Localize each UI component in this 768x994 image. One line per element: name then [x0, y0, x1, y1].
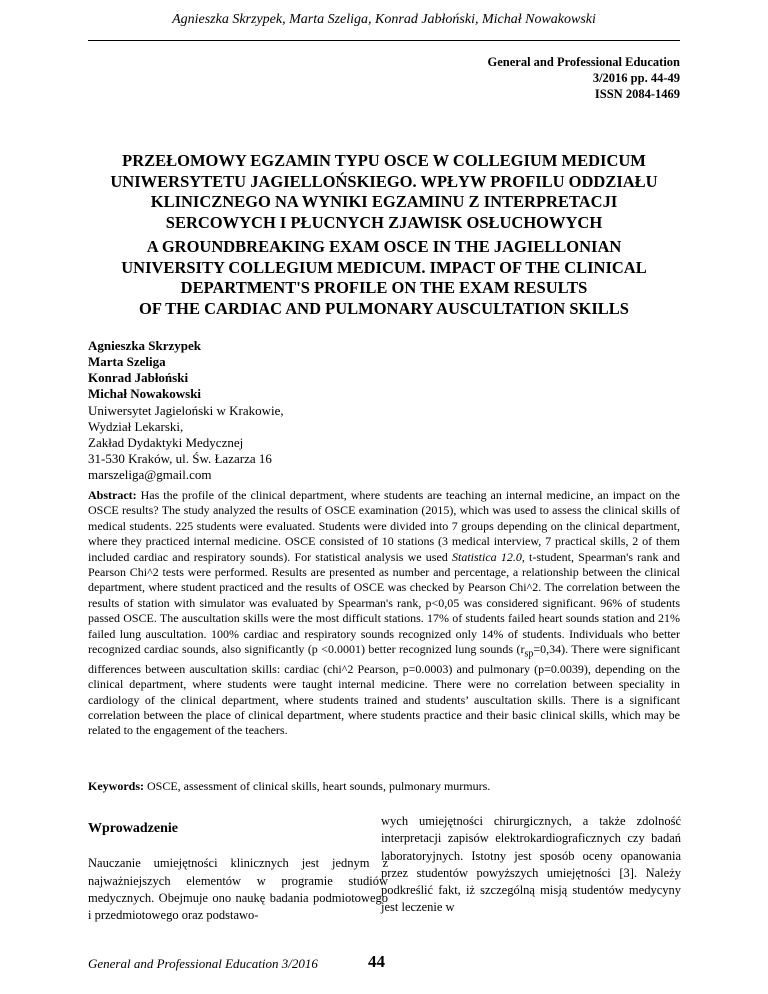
keywords-text: OSCE, assessment of clinical skills, heart sounds, pulmonary murmurs.	[144, 779, 491, 793]
title-pl-line: PRZEŁOMOWY EGZAMIN TYPU OSCE W COLLEGIUM MEDICUM	[122, 151, 646, 170]
title-pl-line: UNIWERSYTETU JAGIELLOŃSKIEGO. WPŁYW PROFILU ODDZIAŁU	[110, 171, 658, 191]
title-en-line: DEPARTMENT'S PROFILE ON THE EXAM RESULTS	[180, 278, 588, 297]
column-right	[381, 813, 681, 917]
intro-paragraph: Nauczanie umiejętności klinicznych jest jednym z najważniejszych elementów w programie studiów medycznych. Obejmuje ono naukę badania podmiotowego i przedmiotowego oraz podstawo-	[88, 856, 388, 923]
header-rule	[88, 40, 680, 41]
abstract-software: Statistica 12.0	[451, 549, 522, 564]
keywords-label: Keywords:	[88, 779, 144, 793]
author: Agnieszka Skrzypek	[88, 338, 202, 353]
abstract-text: , t-student, Spearman's rank and Pearson Chi^2 tests were performed. Results are presented as number and percentage, a relationship between the clinical department, where student practiced and the results of OSCE was checked by Pearson Chi^2. The correlation between the results of station with simulator was evaluated by Spearman's rank, p<0,05 was considered significant. 96% of students passed OSCE. The auscultation skills were the most difficult stations. 17% of students failed heart sounds station and 21% failed lung auscultation. 100% cardiac and respiratory sounds recognized only 14% of students. Individuals who better recognized cardiac sounds, also significantly (p <0.0001) better recognized lung sounds (r	[88, 549, 680, 657]
affiliation	[88, 403, 284, 483]
affiliation-line: Zakład Dydaktyki Medycznej	[88, 435, 244, 450]
page-number: 44	[368, 952, 385, 971]
abstract-text: Has the profile of the clinical department, where students are teaching an internal medicine, an impact on the OSCE results? The study analyzed the results of OSCE examination (2015), which was used to assess the clinical skills of medical students. 225 students were evaluated. Students were divided into 7 groups depending on the clinical department, where they practiced internal medicine. OSCE consisted of 10 stations (3 medical interview, 7 practical skills, 2 of them included cardiac and respiratory sounds). For statistical analysis we used	[88, 488, 680, 564]
title-english	[88, 237, 680, 319]
title-en-line: OF THE CARDIAC AND PULMONARY AUSCULTATION SKILLS	[139, 298, 629, 318]
contact-email: marszeliga@gmail.com	[88, 467, 212, 482]
abstract-subscript: sp	[524, 648, 534, 660]
affiliation-line: Wydział Lekarski,	[88, 419, 184, 434]
affiliation-line: Uniwersytet Jagieloński w Krakowie,	[88, 403, 284, 418]
author: Konrad Jabłoński	[88, 370, 189, 385]
abstract-text: =0,34). There were significant differences between auscultation skills: cardiac (chi^2 Pearson, p=0.0003) and pulmonary (p=0.0039), depending on the clinical department, where students were taught internal medicine. There were no correlation between speciality in cardiology of the clinical department, where students trained and students’ auscultation skills. There is a significant correlation between the place of clinical department, where students practice and their basic clinical skills, which may be related to the engagement of the teachers.	[88, 642, 681, 738]
title-pl-line: KLINICZNEGO NA WYNIKI EGZAMINU Z INTERPRETACJI	[150, 192, 618, 211]
journal-pages: 3/2016 pp. 44-49	[592, 71, 680, 85]
author: Michał Nowakowski	[88, 386, 202, 401]
journal-name: General and Professional Education	[487, 55, 680, 69]
journal-info	[488, 54, 681, 102]
affiliation-line: 31-530 Kraków, ul. Św. Łazarza 16	[88, 451, 272, 466]
abstract-label: Abstract:	[88, 488, 137, 502]
intro-paragraph-continued: wych umiejętności chirurgicznych, a także zdolność interpretacji zapisów elektrokardiograficznych czy badań laboratoryjnych. Istotny jest sposób oceny opanowania przez studentów powyższych umiejętności [3]. Należy podkreślić fakt, iż szczególną misją studentów medycyny jest leczenie w	[381, 814, 681, 915]
keywords	[88, 779, 680, 794]
title-polish	[88, 151, 680, 233]
title-pl-line: SERCOWYCH I PŁUCNYCH ZJAWISK OSŁUCHOWYCH	[165, 212, 603, 232]
footer-journal: General and Professional Education 3/2016	[88, 956, 318, 971]
abstract	[88, 488, 680, 739]
title-en-line: A GROUNDBREAKING EXAM OSCE IN THE JAGIELLONIAN	[146, 237, 622, 256]
running-header: Agnieszka Skrzypek, Marta Szeliga, Konrad Jabłoński, Michał Nowakowski	[172, 12, 596, 27]
column-left	[88, 813, 388, 924]
author: Marta Szeliga	[88, 354, 166, 369]
journal-issn: ISSN 2084-1469	[594, 87, 680, 101]
title-en-line: UNIVERSITY COLLEGIUM MEDICUM. IMPACT OF THE CLINICAL	[121, 257, 647, 277]
author-list	[88, 338, 201, 402]
section-heading-introduction: Wprowadzenie	[88, 821, 178, 836]
